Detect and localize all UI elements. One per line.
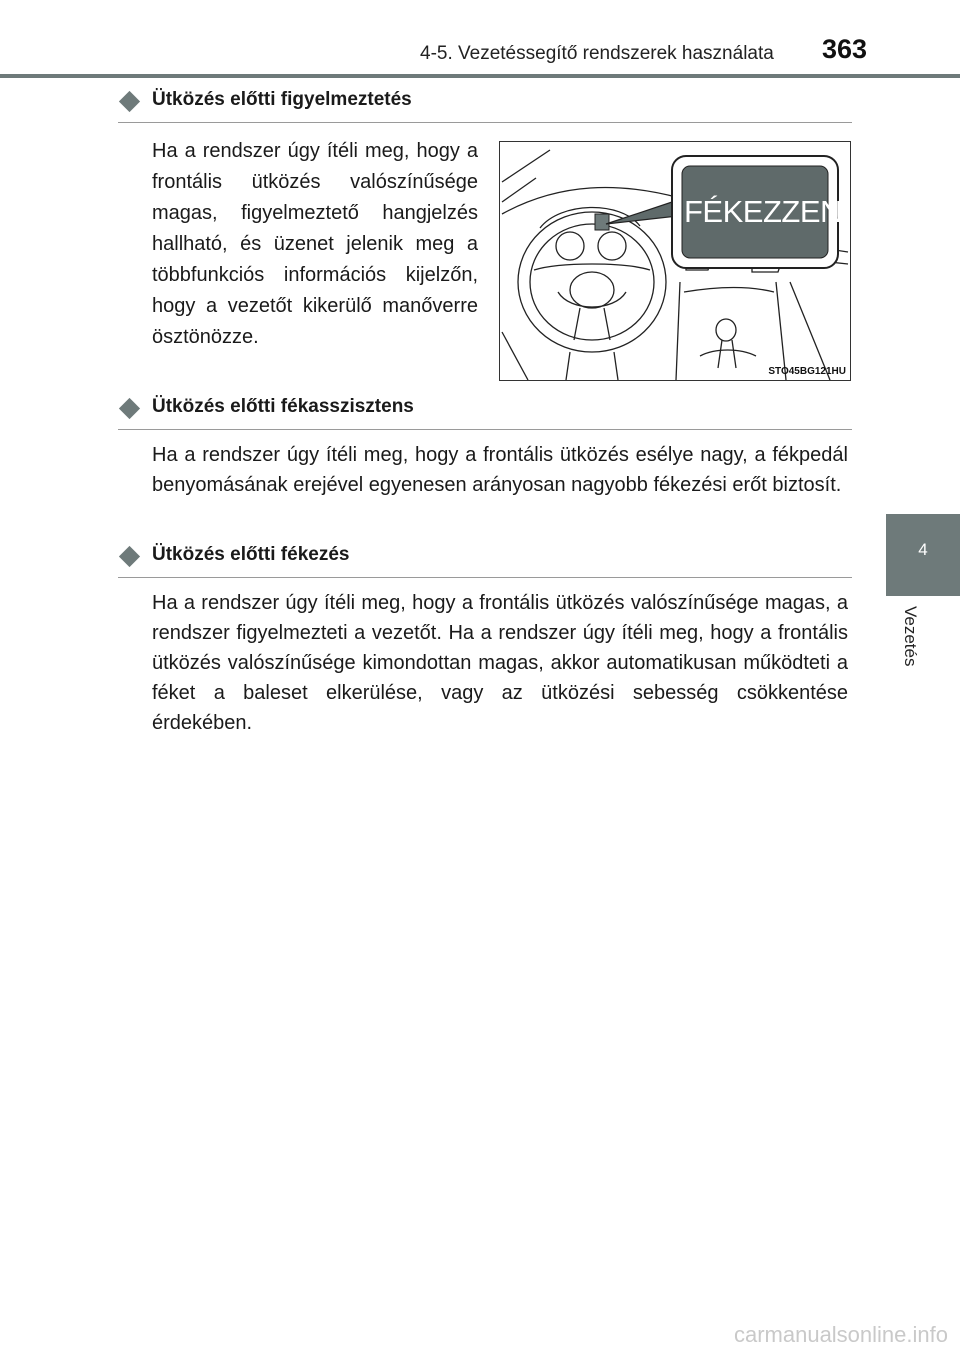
section-heading-brake-assist [118, 395, 852, 430]
page-number: 363 [822, 34, 868, 64]
figure-code: STO45BG121HU [768, 366, 846, 377]
section-body-braking: Ha a rendszer úgy ítéli meg, hogy a frontális ütközés valószínűsége magas, a rendszer figyelmezteti a vezetőt. Ha a rendszer úgy ítéli meg, hogy a frontális ütközés valószínűsége kimondottan magas, akkor automatikusan működteti a féket a baleset elkerülése, vagy az ütközési sebesség csökkentése érdekében. [152, 592, 848, 734]
chapter-number: 4 [918, 540, 928, 559]
section-body-warning: Ha a rendszer úgy ítéli meg, hogy a frontális ütközés valószínűsége magas, figyelmeztető hangjelzés hallható, és üzenet jelenik meg a többfunkciós információs kijelzőn, hogy a vezetőt kikerülő manőverre ösztönözze. [152, 140, 478, 348]
diamond-bullet-icon [119, 546, 140, 567]
header-title: 4-5. Vezetéssegítő rendszerek használata [420, 43, 774, 64]
diamond-bullet-icon [119, 398, 140, 419]
brake-warning-message: FÉKEZZEN! [684, 194, 851, 229]
diamond-bullet-icon [119, 91, 140, 112]
heading-text: Ütközés előtti fékezés [152, 544, 350, 565]
heading-text: Ütközés előtti fékasszisztens [152, 396, 414, 417]
chapter-tab [886, 514, 960, 596]
chapter-label: Vezetés [901, 606, 920, 667]
watermark: carmanualsonline.info [733, 1322, 948, 1347]
page-header [0, 0, 960, 80]
section-heading-warning [118, 88, 852, 123]
heading-text: Ütközés előtti figyelmeztetés [152, 89, 412, 110]
section-body-brake-assist: Ha a rendszer úgy ítéli meg, hogy a frontális ütközés esélye nagy, a fékpedál benyomásának erejével egyenesen arányosan nagyobb fékezési erőt biztosít. [152, 444, 848, 496]
header-rule [0, 74, 960, 78]
section-heading-braking [118, 543, 852, 578]
car-interior-icon [500, 142, 850, 380]
dashboard-illustration [499, 141, 851, 381]
